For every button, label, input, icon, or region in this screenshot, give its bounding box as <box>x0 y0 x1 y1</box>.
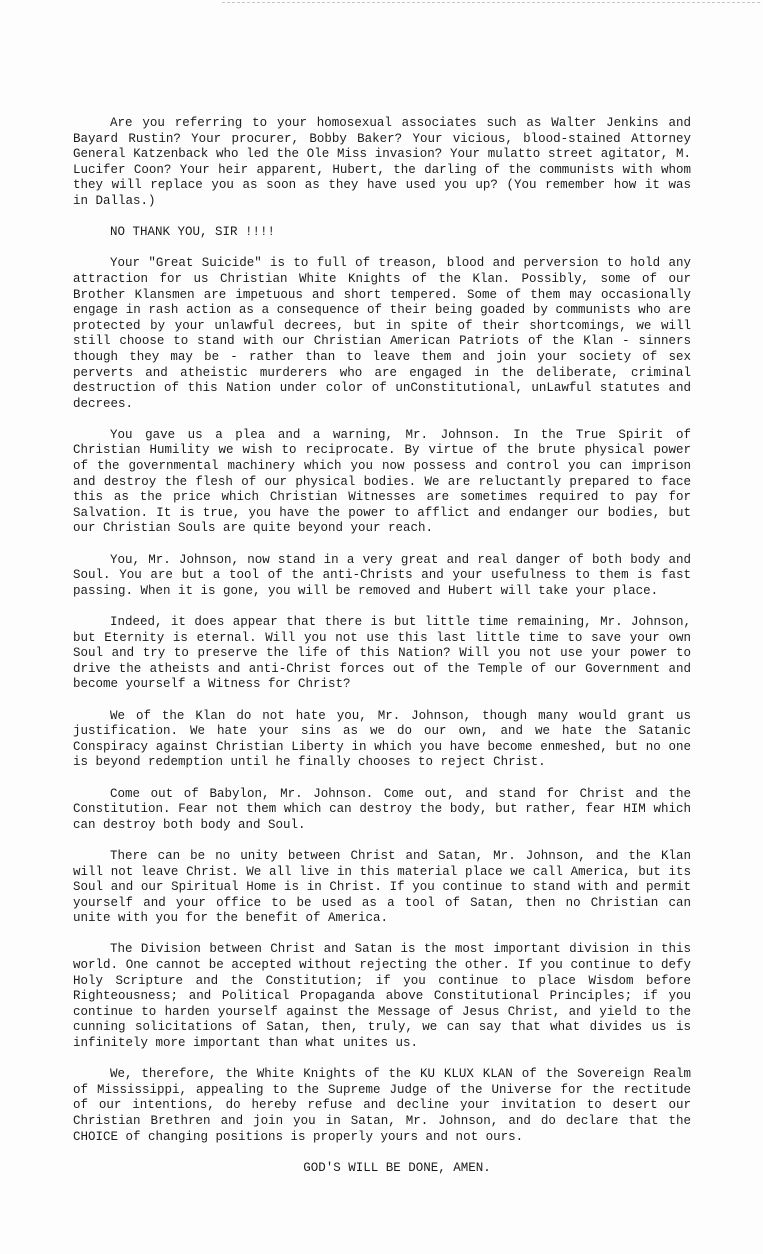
letter-body <box>73 116 691 1176</box>
paragraph-do-not-hate: We of the Klan do not hate you, Mr. Johnson, though many would grant us justification. We hate your sins as we do our own, and we hate the Satanic Conspiracy against Christian Liberty in which you have become enmeshed, but no one is beyond redemption until he finally chooses to reject Christ. <box>73 708 691 770</box>
paragraph-division: The Division between Christ and Satan is the most important division in this world. One cannot be accepted without rejecting the other. If you continue to defy Holy Scripture and the Constitution; if you continue to place Wisdom before Righteousness; and Political Propaganda above Constitutional Principles; if you continue to harden yourself against the Message of Jesus Christ, and yield to the cunning solicitations of Satan, then, truly, we can say that what divides us is infinitely more important than what unites us. <box>73 942 691 1051</box>
top-dashed-rule <box>222 2 760 3</box>
paragraph-no-thank-you: NO THANK YOU, SIR !!!! <box>110 225 276 240</box>
paragraph-plea-warning: You gave us a plea and a warning, Mr. Johnson. In the True Spirit of Christian Humility we wish to reciprocate. By virtue of the brute physical power of the governmental machinery which you now possess and control you can imprison and destroy the flesh of our physical bodies. We are reluctantly prepared to face this as the price which Christian Witnesses are sometimes required to pay for Salvation. It is true, you have the power to afflict and endanger our bodies, but our Christian Souls are quite beyond your reach. <box>73 427 691 536</box>
paragraph-no-unity: There can be no unity between Christ and Satan, Mr. Johnson, and the Klan will not leave Christ. We all live in this material place we call America, but its Soul and our Spiritual Home is in Christ. If you continue to stand with and permit yourself and your office to be used as a tool of Satan, then no Christian can unite with you for the benefit of America. <box>73 848 691 926</box>
paragraph-eternity: Indeed, it does appear that there is but little time remaining, Mr. Johnson, but Eternity is eternal. Will you not use this last little time to save your own Soul and try to preserve the life of this Nation? Will you not use your power to drive the atheists and anti-Christ forces out of the Temple of our Government and become yourself a Witness for Christ? <box>73 615 691 692</box>
paragraph-therefore: We, therefore, the White Knights of the KU KLUX KLAN of the Sovereign Realm of Mississippi, appealing to the Supreme Judge of the Universe for the rectitude of our intentions, do hereby refuse and decline your invitation to desert our Christian Brethren and join you in Satan, Mr. Johnson, and do declare that the CHOICE of changing positions is properly yours and not ours. <box>73 1067 691 1144</box>
paragraph-great-suicide: Your "Great Suicide" is to full of treason, blood and perversion to hold any attraction for us Christian White Knights of the Klan. Possibly, some of our Brother Klansmen are impetuous and short tempered. Some of them may occasionally engage in rash action as a consequence of their being goaded by communists who are protected by your unlawful decrees, but in spite of their shortcomings, we will still choose to stand with our Christian American Patriots of the Klan - sinners though they may be - rather than to leave them and join your society of sex perverts and atheistic murderers who are engaged in the deliberate, criminal destruction of this Nation under color of unConstitutional, unLawful statutes and decrees. <box>73 256 691 411</box>
closing-line: GOD'S WILL BE DONE, AMEN. <box>303 1160 491 1175</box>
paragraph-associates: Are you referring to your homosexual associates such as Walter Jenkins and Bayard Rustin? Your procurer, Bobby Baker? Your vicious, blood-stained Attorney General Katzenback who led the Ole Miss invasion? Your mulatto street agitator, M. Lucifer Coon? Your heir apparent, Hubert, the darling of the communists with whom they will replace you as soon as they have used you up? (You remember how it was in Dallas.) <box>73 116 691 208</box>
paragraph-babylon: Come out of Babylon, Mr. Johnson. Come out, and stand for Christ and the Constitution. Fear not them which can destroy the body, but rather, fear HIM which can destroy both body and Soul. <box>73 786 691 832</box>
paragraph-danger: You, Mr. Johnson, now stand in a very great and real danger of both body and Soul. You are but a tool of the anti-Christs and your usefulness to them is fast passing. When it is gone, you will be removed and Hubert will take your place. <box>73 552 691 598</box>
